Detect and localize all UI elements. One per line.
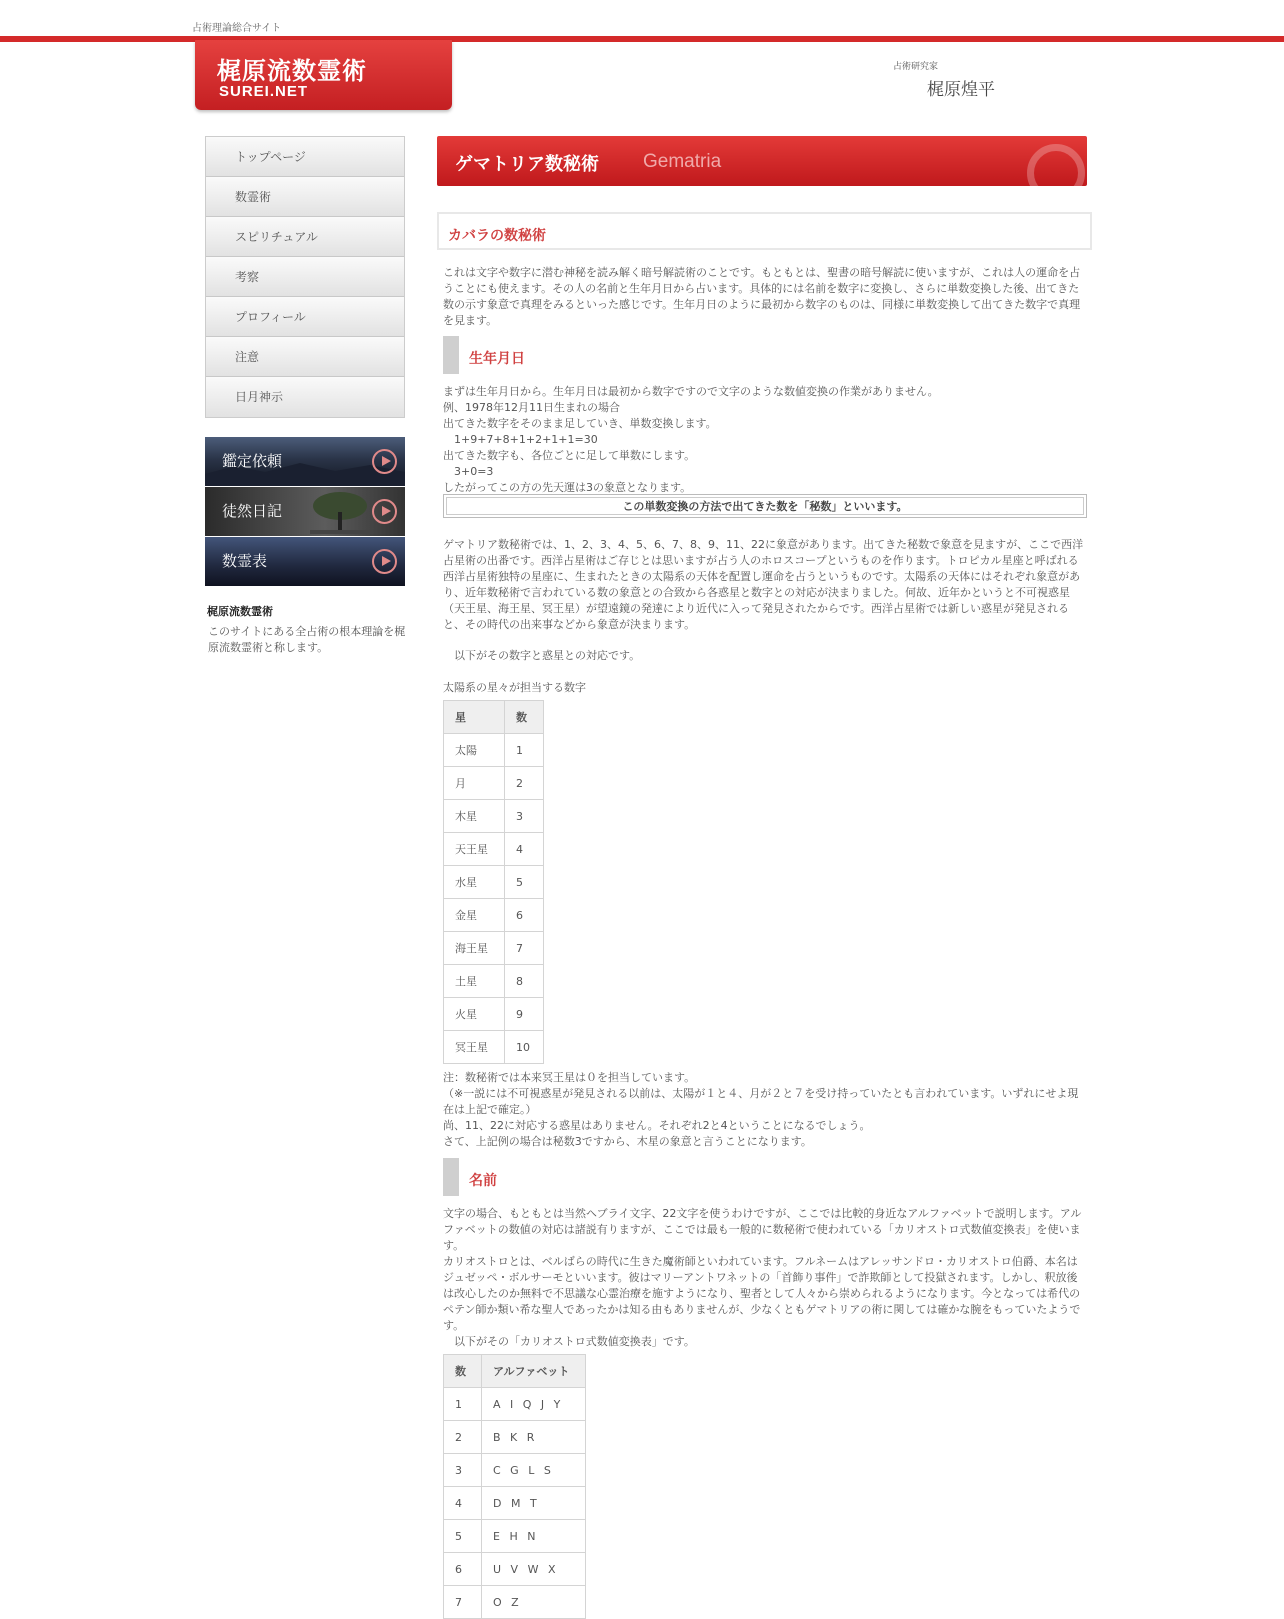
author-role: 占術研究家 <box>893 62 939 72</box>
sidebar-description: このサイトにある全占術の根本理論を梶原流数霊術と称します。 <box>208 625 406 654</box>
table-cell: 1 <box>444 1388 482 1421</box>
table-header-cell: 星 <box>444 701 505 734</box>
page-header <box>437 136 1087 186</box>
gematria-paragraph: ゲマトリア数秘術では、1、2、3、4、5、6、7、8、9、11、22に象意があります。出てきた秘数で象意を見ますが、ここで西洋占星術の出番です。西洋占星術はご存じとは思いますが占う人のホロスコープというものを作ります。トロピカル星座と呼ばれる西洋占星術独特の星座に、生まれたときの太陽系の天体を配置し運命を占うというものです。太陽系の天体にはそれぞれ象意があり、近年数秘術で言われている数の象意との合致から各惑星と数字との対応が決まりました。何故、近年かというと不可視惑星（天王星、海王星、冥王星）が望遠鏡の発達により近代に入って発見されたからです。西洋占星術では新しい惑星が発見されると、その時代の出来事などから象意が決まります。 <box>443 538 1084 631</box>
table-cell: 8 <box>505 965 544 998</box>
table-row <box>444 1586 586 1619</box>
notice-box <box>443 494 1087 518</box>
birth-line: 出てきた数字をそのまま足していき、単数変換します。 <box>443 417 717 430</box>
top-red-bar <box>0 36 1284 42</box>
nav-item-top[interactable]: トップページ <box>206 137 404 177</box>
table-row <box>444 899 544 932</box>
table-cell: 9 <box>505 998 544 1031</box>
birth-line: 1+9+7+8+1+2+1+1=30 <box>443 433 598 446</box>
table-cell: 水星 <box>444 866 505 899</box>
table-row <box>444 800 544 833</box>
circle-decoration-icon <box>1027 144 1085 202</box>
table1-caption: 太陽系の星々が担当する数字 <box>443 681 586 694</box>
table-cell: 7 <box>444 1586 482 1619</box>
tree-image <box>310 490 370 534</box>
table-cell: 火星 <box>444 998 505 1031</box>
table-row <box>444 998 544 1031</box>
logo-title: 梶原流数霊術 <box>217 56 367 85</box>
table-cell: D M T <box>482 1487 586 1520</box>
table-header-cell: アルファベット <box>482 1355 586 1388</box>
page-title-en: Gematria <box>643 151 722 172</box>
birth-line: まずは生年月日から。生年月日は最初から数字ですので文字のような数値変換の作業がありません。 <box>443 385 939 398</box>
table-row <box>444 1388 586 1421</box>
birth-line: 3+0=3 <box>443 465 494 478</box>
sidebar-title: 梶原流数霊術 <box>207 605 273 618</box>
planet-notes <box>443 1070 1084 1150</box>
table-cell: U V W X <box>482 1553 586 1586</box>
subheading-text: 名前 <box>469 1173 497 1189</box>
table-cell: 海王星 <box>444 932 505 965</box>
nav-item-profile[interactable]: プロフィール <box>206 297 404 337</box>
cagliostro-table <box>443 1354 586 1619</box>
name-paragraph: 文字の場合、もともとは当然ヘブライ文字、22文字を使うわけですが、ここでは比較的身近なアルファベットで説明します。アルファベットの数値の対応は諸説有りますが、ここでは最も一般的に数秘術で使われている「カリオストロ式数値変換表」を使います。 <box>443 1207 1082 1252</box>
site-logo[interactable] <box>195 40 452 110</box>
subheading-bar <box>443 336 459 374</box>
section-heading-box <box>437 212 1092 250</box>
table-cell: 4 <box>444 1487 482 1520</box>
name-paragraph: 以下がその「カリオストロ式数値変換表」です。 <box>443 1335 695 1348</box>
table-row <box>444 932 544 965</box>
author-name: 梶原煌平 <box>927 80 995 100</box>
table-cell: 土星 <box>444 965 505 998</box>
nav-item-hitsuki[interactable]: 日月神示 <box>206 377 404 417</box>
birth-line: したがってこの方の先天運は3の象意となります。 <box>443 481 692 494</box>
name-explanation <box>443 1206 1084 1350</box>
banner-kantei[interactable] <box>205 437 405 486</box>
table-cell: 6 <box>444 1553 482 1586</box>
table-row <box>444 1487 586 1520</box>
birthdate-explanation <box>443 384 1084 496</box>
table-header-cell: 数 <box>444 1355 482 1388</box>
play-icon <box>372 499 397 524</box>
table-row <box>444 1031 544 1064</box>
table-cell: 4 <box>505 833 544 866</box>
table-cell: E H N <box>482 1520 586 1553</box>
note-line: （※一説には不可視惑星が発見される以前は、太陽が１と４、月が２と７を受け持っていたとも言われています。いずれにせよ現在は上記で確定。） <box>443 1087 1079 1116</box>
table-cell: 3 <box>505 800 544 833</box>
section-title: カバラの数秘術 <box>448 228 546 244</box>
table-header-row <box>444 1355 586 1388</box>
subheading-text: 生年月日 <box>469 351 525 367</box>
nav-item-spiritual[interactable]: スピリチュアル <box>206 217 404 257</box>
correspondence-intro: 以下がその数字と惑星との対応です。 <box>443 649 641 662</box>
nav-item-kousatsu[interactable]: 考察 <box>206 257 404 297</box>
table-cell: 10 <box>505 1031 544 1064</box>
table-row <box>444 1454 586 1487</box>
table-cell: 5 <box>505 866 544 899</box>
table-cell: C G L S <box>482 1454 586 1487</box>
name-paragraph: カリオストロとは、ベルばらの時代に生きた魔術師といわれています。フルネームはアレッサンドロ・カリオストロ伯爵、本名はジュゼッペ・ボルサーモといいます。彼はマリーアントワネットの「首飾り事件」で詐欺師として投獄されます。しかし、釈放後は改心したのか無料で不思議な心霊治療を施すようになり、聖者として人々から崇められるようになります。今となっては希代のペテン師か類い希な聖人であったかは知る由もありませんが、少なくともゲマトリアの術に関しては確かな腕をもっていたようです。 <box>443 1255 1081 1332</box>
table-cell: 天王星 <box>444 833 505 866</box>
birth-line: 例、1978年12月11日生まれの場合 <box>443 401 620 414</box>
table-row <box>444 1553 586 1586</box>
subheading-bar <box>443 1158 459 1196</box>
page-title: ゲマトリア数秘術 <box>455 154 599 175</box>
table-cell: 2 <box>444 1421 482 1454</box>
table-cell: 7 <box>505 932 544 965</box>
birth-line: 出てきた数字も、各位ごとに足して単数にします。 <box>443 449 696 462</box>
intro-paragraph: これは文字や数字に潜む神秘を読み解く暗号解読術のことです。もともとは、聖書の暗号解読に使いますが、これは人の運命を占うことにも使えます。その人の名前と生年月日から占います。具体的には名前を数字に変換し、さらに単数変換した後、出てきた数の示す象意で真理をみるといった感じです。生年月日のように最初から数字のものは、同様に単数変換して出てきた数字で真理を見ます。 <box>443 266 1081 327</box>
banner-diary-label: 徒然日記 <box>222 502 283 520</box>
table-row <box>444 866 544 899</box>
banner-sureihyo[interactable] <box>205 537 405 586</box>
note-line: 注：数秘術では本来冥王星は０を担当しています。 <box>443 1071 696 1084</box>
table-row <box>444 734 544 767</box>
sidebar-nav <box>205 136 405 418</box>
banner-sureihyo-label: 数霊表 <box>222 552 268 570</box>
table-cell: 5 <box>444 1520 482 1553</box>
table-row <box>444 1520 586 1553</box>
table-cell: 太陽 <box>444 734 505 767</box>
table-cell: 月 <box>444 767 505 800</box>
table-cell: A I Q J Y <box>482 1388 586 1421</box>
table-cell: 1 <box>505 734 544 767</box>
nav-item-caution[interactable]: 注意 <box>206 337 404 377</box>
table-row <box>444 965 544 998</box>
table-header-cell: 数 <box>505 701 544 734</box>
table-cell: 木星 <box>444 800 505 833</box>
nav-item-surei[interactable]: 数霊術 <box>206 177 404 217</box>
table-cell: B K R <box>482 1421 586 1454</box>
play-icon <box>372 449 397 474</box>
notice-text: この単数変換の方法で出てきた数を「秘数」といいます。 <box>446 497 1084 515</box>
table-cell: 冥王星 <box>444 1031 505 1064</box>
table-cell: 3 <box>444 1454 482 1487</box>
table-row <box>444 1421 586 1454</box>
note-line: 尚、11、22に対応する惑星はありません。それぞれ2と4ということになるでしょう。 <box>443 1119 871 1132</box>
table-row <box>444 833 544 866</box>
banner-diary[interactable] <box>205 487 405 536</box>
table-cell: 6 <box>505 899 544 932</box>
planet-number-table <box>443 700 544 1064</box>
note-line: さて、上記例の場合は秘数3ですから、木星の象意と言うことになります。 <box>443 1135 812 1148</box>
table-cell: 2 <box>505 767 544 800</box>
table-cell: O Z <box>482 1586 586 1619</box>
play-icon <box>372 549 397 574</box>
table-row <box>444 767 544 800</box>
site-tagline: 占術理論総合サイト <box>192 23 282 34</box>
logo-subtitle: SUREI.NET <box>219 83 309 100</box>
table-header-row <box>444 701 544 734</box>
banner-kantei-label: 鑑定依頼 <box>222 452 283 470</box>
table-cell: 金星 <box>444 899 505 932</box>
